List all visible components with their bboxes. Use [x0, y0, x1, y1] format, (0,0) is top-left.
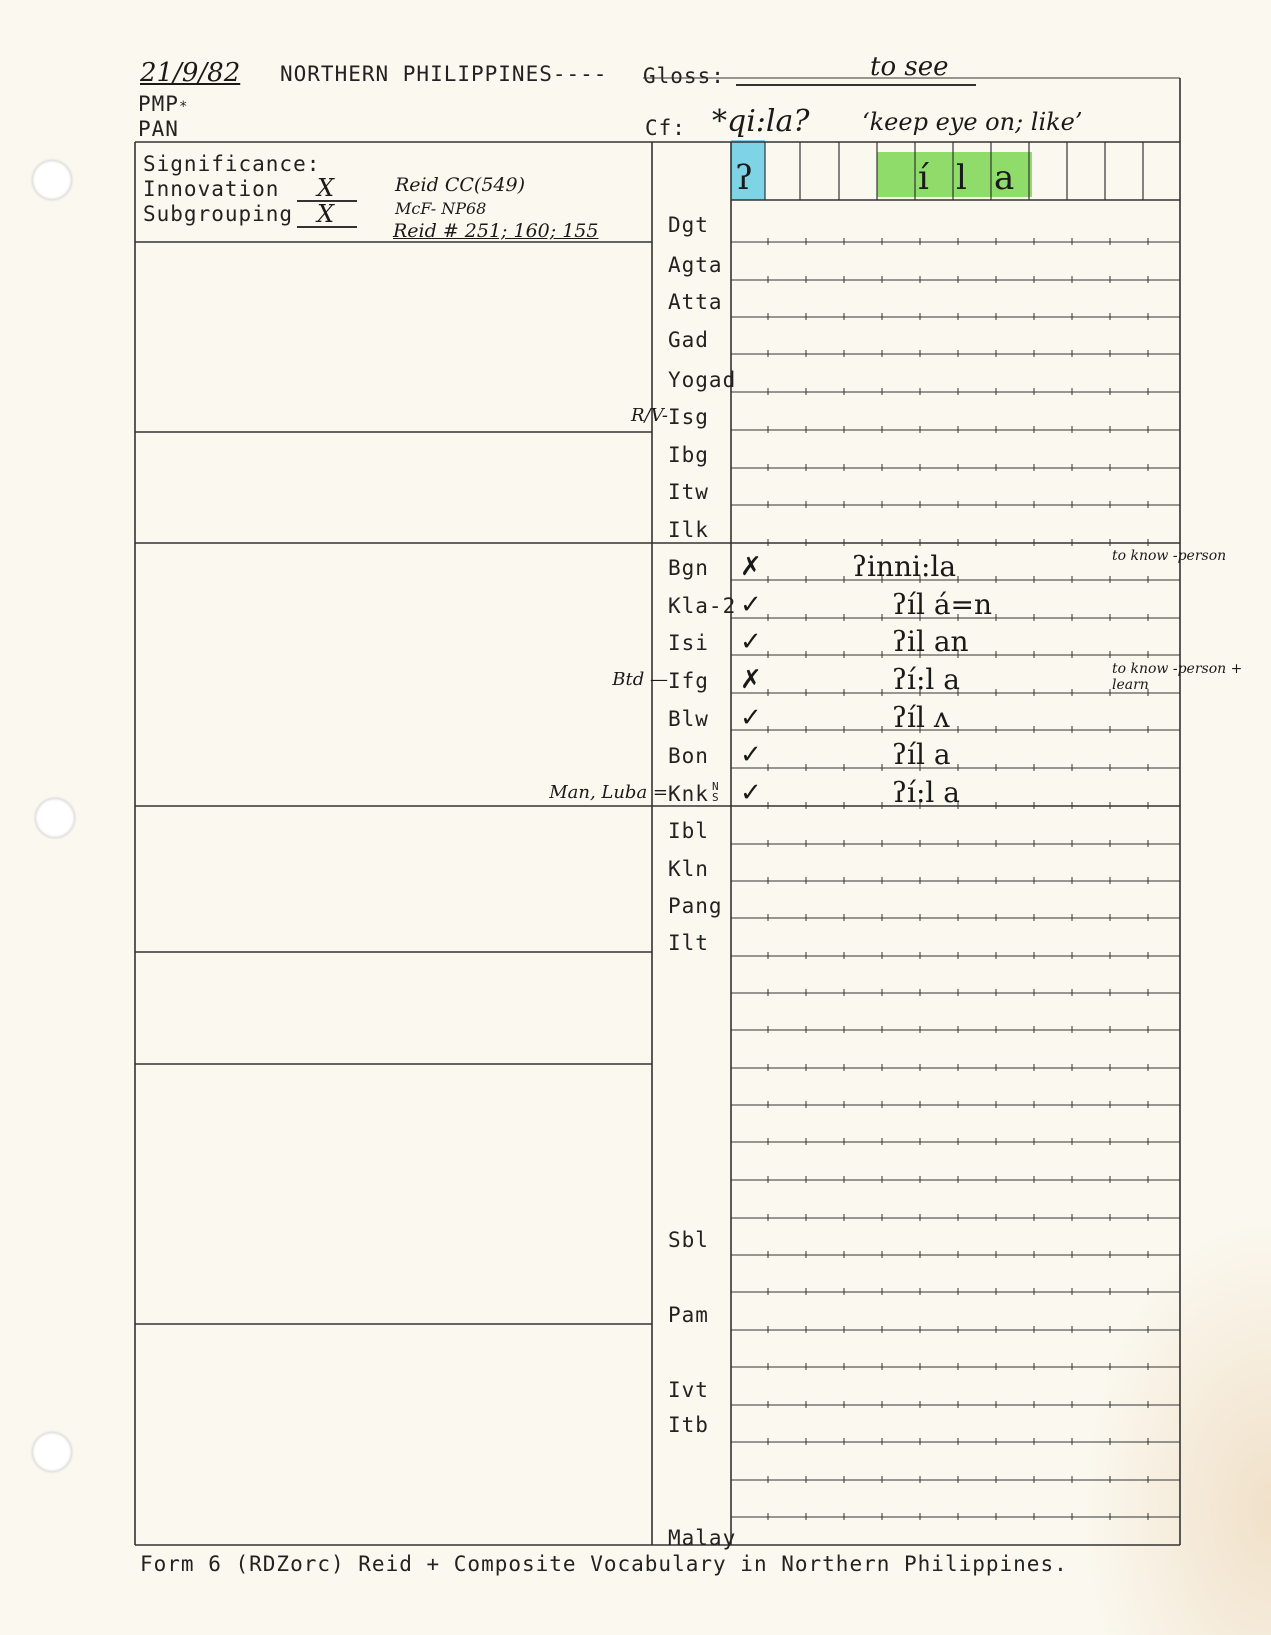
language-name: Itw [668, 480, 709, 504]
subgrouping-label: Subgrouping [143, 202, 294, 226]
reflex-form: ʔíl ʌ [892, 701, 950, 734]
language-name: Ibl [668, 819, 709, 843]
reconstruction-cell: a [994, 158, 1015, 198]
reconstruction-cell: í [918, 158, 929, 198]
language-name: Blw [668, 707, 709, 731]
gloss-value: to see [870, 52, 949, 82]
reflex-form: ʔí:l a [892, 663, 960, 696]
language-name: Pam [668, 1303, 709, 1327]
language-name: Sbl [668, 1228, 709, 1252]
form-footer: Form 6 (RDZorc) Reid + Composite Vocabulary in Northern Philippines. [140, 1552, 1068, 1576]
pmp-label: PMP* [138, 92, 189, 116]
reconstruction-cell: l [956, 158, 967, 198]
language-name: Bgn [668, 556, 709, 580]
reflex-form: ʔíl a [892, 738, 951, 771]
check-mark: ✓ [740, 627, 762, 657]
reflex-form: ʔíl á=n [892, 588, 993, 621]
form-date: 21/9/82 [140, 58, 241, 88]
cf-gloss: ‘keep eye on; like’ [862, 108, 1083, 136]
language-name: Agta [668, 253, 723, 277]
reflex-note: to know -person [1112, 548, 1227, 564]
cf-form: *qi:la? [712, 104, 810, 139]
language-name: Bon [668, 744, 709, 768]
language-name: Ilt [668, 931, 709, 955]
reconstruction-cell: ʔ [735, 158, 754, 198]
innovation-mark: X [317, 174, 335, 202]
language-name: Kla-2 [668, 594, 737, 618]
cross-mark: ✗ [740, 552, 762, 582]
cf-label: Cf: [645, 116, 686, 140]
reflex-note: to know -person + learn [1112, 661, 1243, 693]
language-prefix: Btd — [612, 669, 668, 690]
language-name: Ivt [668, 1378, 709, 1402]
check-mark: ✓ [740, 703, 762, 733]
gloss-label: Gloss: [643, 64, 725, 88]
language-name: Atta [668, 290, 723, 314]
language-name: Pang [668, 894, 723, 918]
reflex-form: ʔí:l a [892, 776, 960, 809]
reference-3: Reid # 251; 160; 155 [393, 220, 599, 242]
language-name: Gad [668, 328, 709, 352]
language-name: Knk [668, 782, 709, 806]
language-name: Isg [668, 405, 709, 429]
language-name: Ifg [668, 669, 709, 693]
language-name: Dgt [668, 213, 709, 237]
check-mark: ✓ [740, 590, 762, 620]
language-name: Ilk [668, 518, 709, 542]
check-mark: ✓ [740, 778, 762, 808]
cross-mark: ✗ [740, 665, 762, 695]
reference-1: Reid CC(549) [395, 174, 525, 196]
innovation-label: Innovation [143, 177, 280, 201]
subgrouping-mark: X [317, 200, 335, 228]
significance-title: Significance: [143, 152, 321, 176]
check-mark: ✓ [740, 740, 762, 770]
language-name: Isi [668, 631, 709, 655]
language-name: Yogad [668, 368, 737, 392]
language-name: Malay [668, 1526, 737, 1550]
reflex-form: ʔinni:la [852, 550, 957, 583]
language-prefix: Man, Luba = [549, 782, 668, 803]
reflex-form: ʔil an [892, 625, 969, 658]
form-region: NORTHERN PHILIPPINES---- [280, 62, 608, 86]
reference-2: McF- NP68 [395, 199, 487, 218]
language-name: Ibg [668, 443, 709, 467]
language-subscript: N S [712, 780, 720, 804]
pan-label: PAN [138, 117, 179, 141]
language-prefix: R/V- [630, 405, 668, 426]
language-name: Kln [668, 857, 709, 881]
language-name: Itb [668, 1413, 709, 1437]
